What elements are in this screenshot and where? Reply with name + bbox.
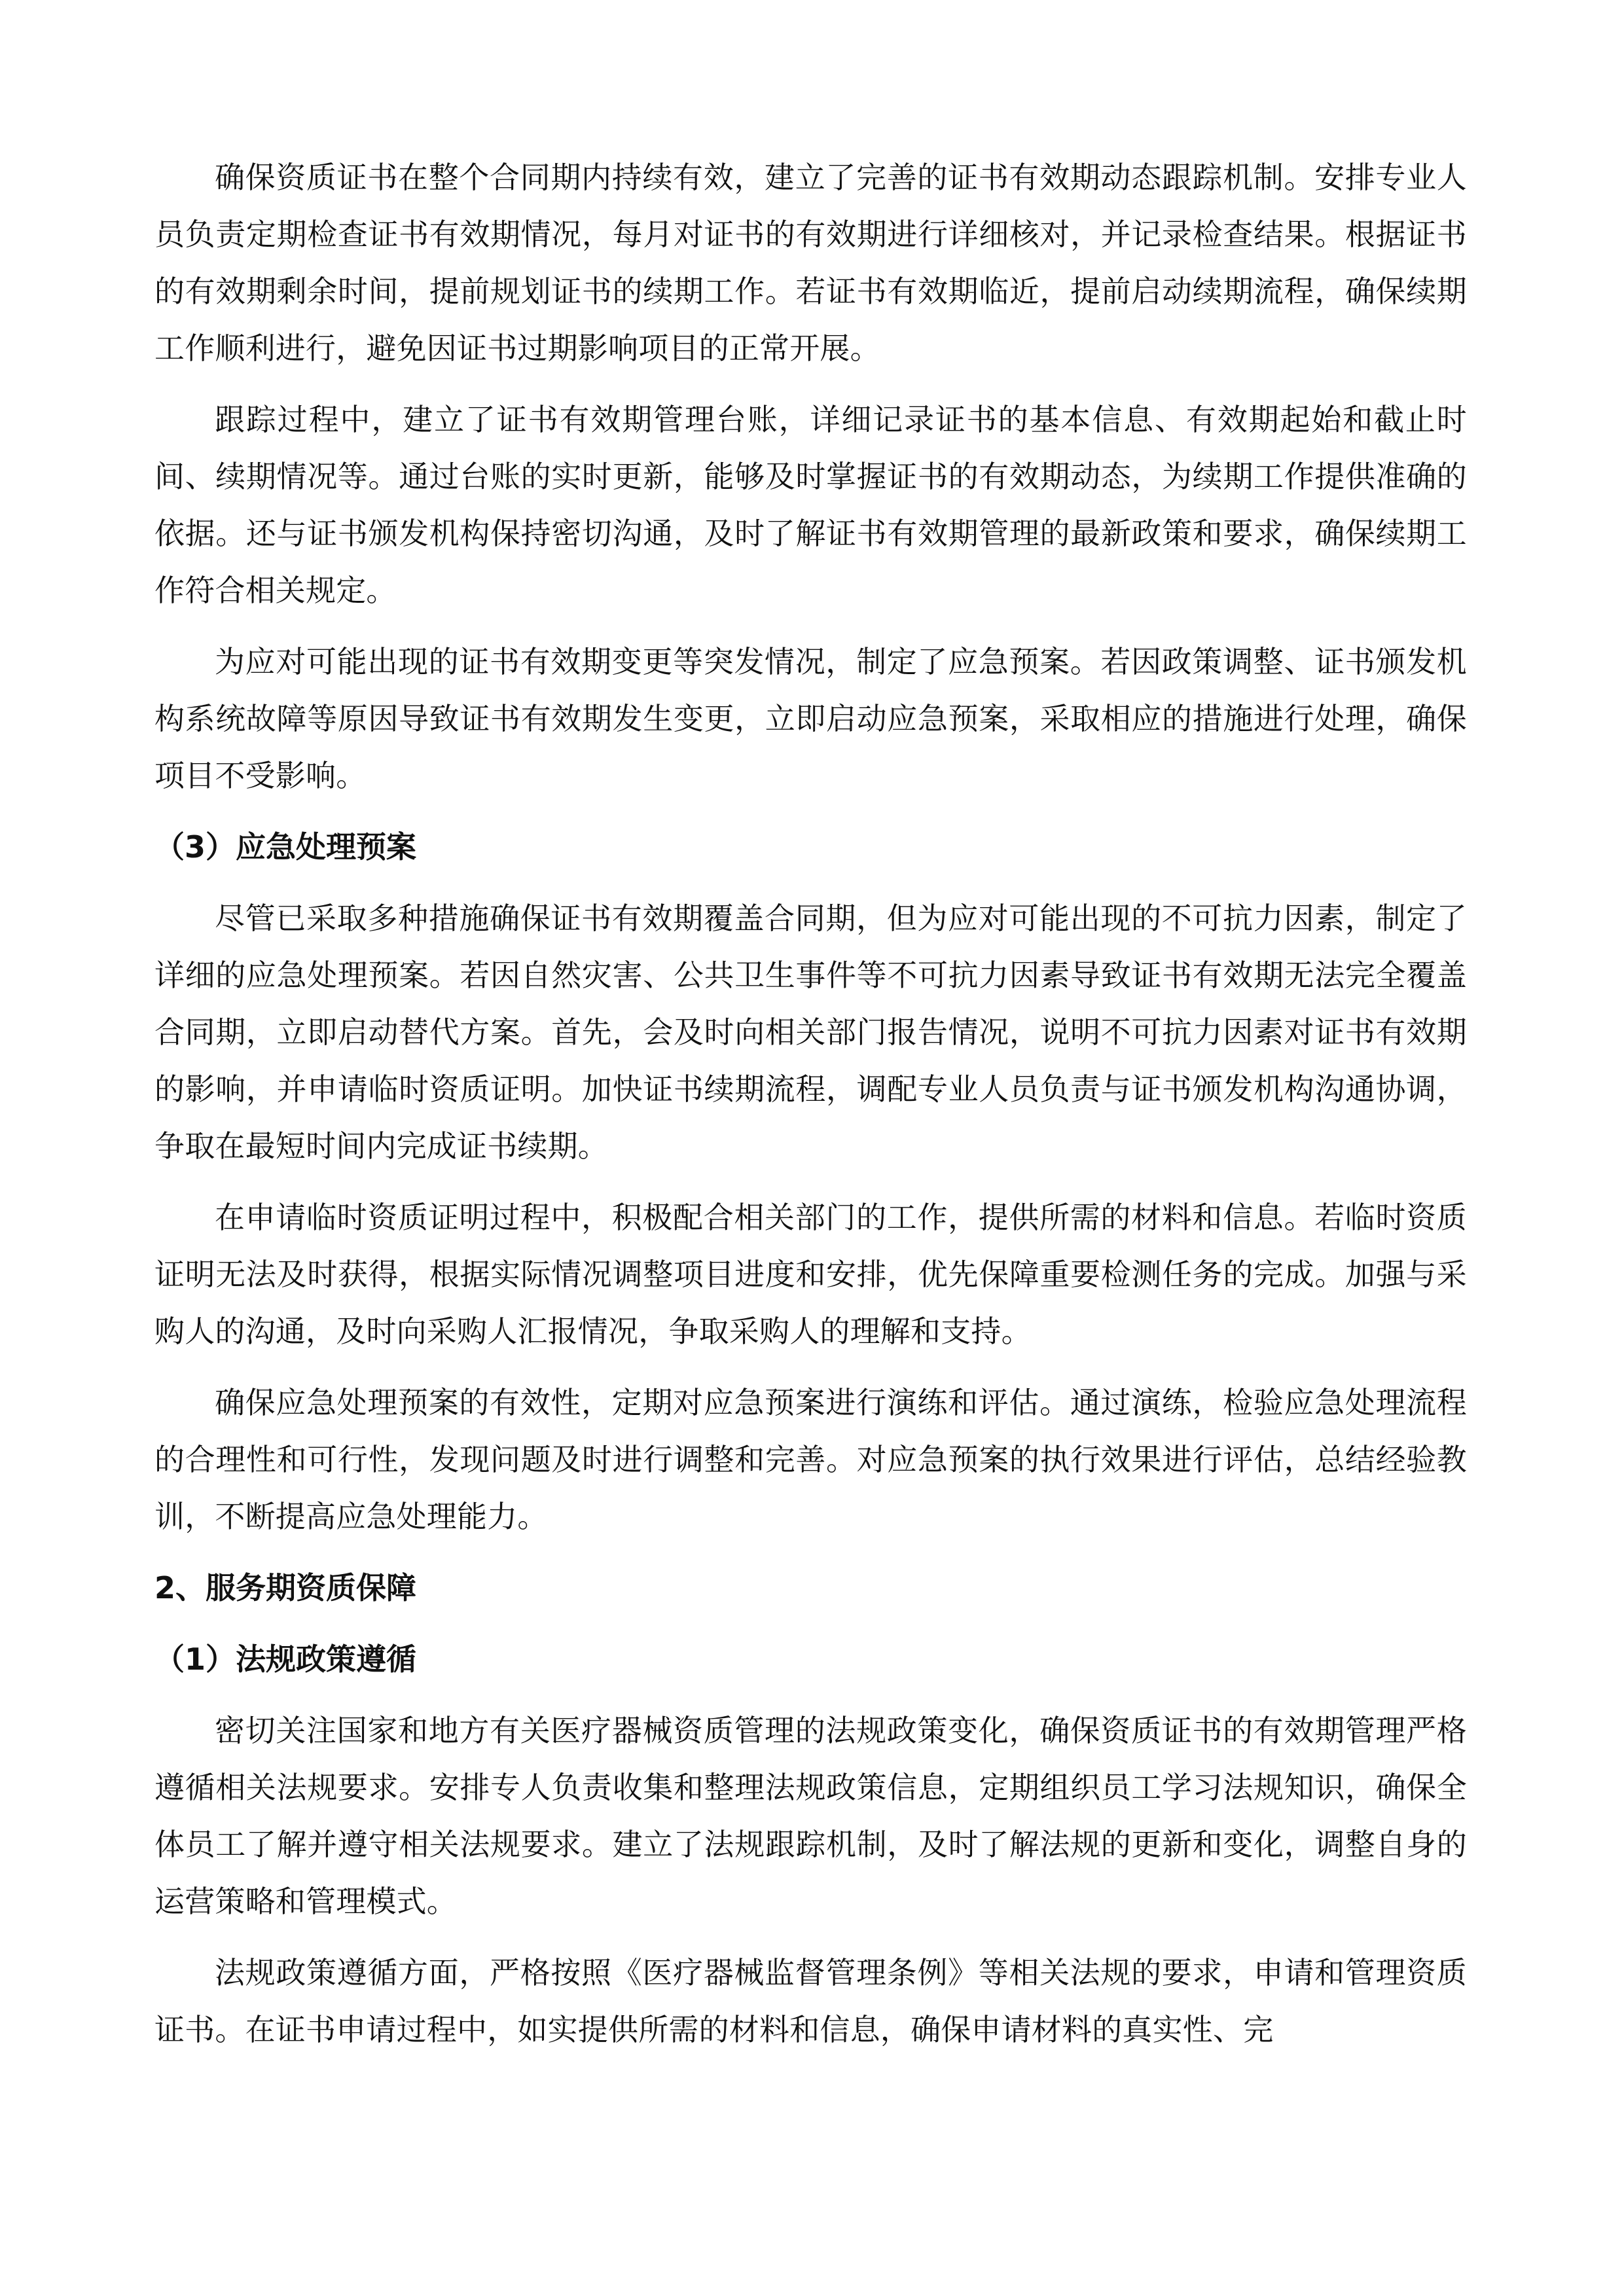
paragraph-gap (154, 876, 1467, 890)
paragraph-regulation-tracking: 密切关注国家和地方有关医疗器械资质管理的法规政策变化，确保资质证书的有效期管理严格遵循相关法规要求。安排专人负责收集和整理法规政策信息，定期组织员工学习法规知识，确保全体员工了解并遵守相关法规要求。建立了法规跟踪机制，及时了解法规的更新和变化，调整自身的运营策略和管理模式。 (154, 1713, 1467, 1919)
paragraph-temporary-certificate: 在申请临时资质证明过程中，积极配合相关部门的工作，提供所需的材料和信息。若临时资质证明无法及时获得，根据实际情况调整项目进度和安排，优先保障重要检测任务的完成。加强与采购人的沟通，及时向采购人汇报情况，争取采购人的理解和支持。 (154, 1200, 1467, 1349)
paragraph-gap (154, 804, 1467, 819)
paragraph-ledger: 跟踪过程中，建立了证书有效期管理台账，详细记录证书的基本信息、有效期起始和截止时间、续期情况等。通过台账的实时更新，能够及时掌握证书的有效期动态，为续期工作提供准确的依据。还与证书颁发机构保持密切沟通，及时了解证书有效期管理的最新政策和要求，确保续期工作符合相关规定。 (154, 402, 1467, 608)
paragraph-gap (154, 1175, 1467, 1189)
paragraph-gap (154, 377, 1467, 391)
paragraph-gap (154, 1360, 1467, 1374)
heading-emergency-plan: （3）应急处理预案 (154, 829, 417, 865)
paragraph-force-majeure: 尽管已采取多种措施确保证书有效期覆盖合同期，但为应对可能出现的不可抗力因素，制定了详细的应急处理预案。若因自然灾害、公共卫生事件等不可抗力因素导致证书有效期无法完全覆盖合同期，立即启动替代方案。首先，会及时向相关部门报告情况，说明不可抗力因素对证书有效期的影响，并申请临时资质证明。加快证书续期流程，调配专业人员负责与证书颁发机构沟通协调，争取在最短时间内完成证书续期。 (154, 901, 1467, 1164)
paragraph-gap (154, 1545, 1467, 1560)
paragraph-contingency: 为应对可能出现的证书有效期变更等突发情况，制定了应急预案。若因政策调整、证书颁发机构系统故障等原因导致证书有效期发生变更，立即启动应急预案，采取相应的措施进行处理，确保项目不受影响。 (154, 644, 1467, 793)
heading-service-period: 2、服务期资质保障 (154, 1570, 417, 1605)
paragraph-gap (154, 1930, 1467, 1945)
heading-regulation-compliance: （1）法规政策遵循 (154, 1641, 417, 1677)
paragraph-regulation-application: 法规政策遵循方面，严格按照《医疗器械监督管理条例》等相关法规的要求，申请和管理资质证书。在证书申请过程中，如实提供所需的材料和信息，确保申请材料的真实性、完 (154, 1955, 1467, 2047)
paragraph-certificate-tracking: 确保资质证书在整个合同期内持续有效，建立了完善的证书有效期动态跟踪机制。安排专业人员负责定期检查证书有效期情况，每月对证书的有效期进行详细核对，并记录检查结果。根据证书的有效期剩余时间，提前规划证书的续期工作。若证书有效期临近，提前启动续期流程，确保续期工作顺利进行，避免因证书过期影响项目的正常开展。 (154, 160, 1467, 366)
paragraph-drills: 确保应急处理预案的有效性，定期对应急预案进行演练和评估。通过演练，检验应急处理流程的合理性和可行性，发现问题及时进行调整和完善。对应急预案的执行效果进行评估，总结经验教训，不断提高应急处理能力。 (154, 1385, 1467, 1534)
paragraph-gap (154, 619, 1467, 634)
document-page (154, 149, 1467, 2058)
paragraph-gap (154, 1617, 1467, 1631)
paragraph-gap (154, 1688, 1467, 1702)
